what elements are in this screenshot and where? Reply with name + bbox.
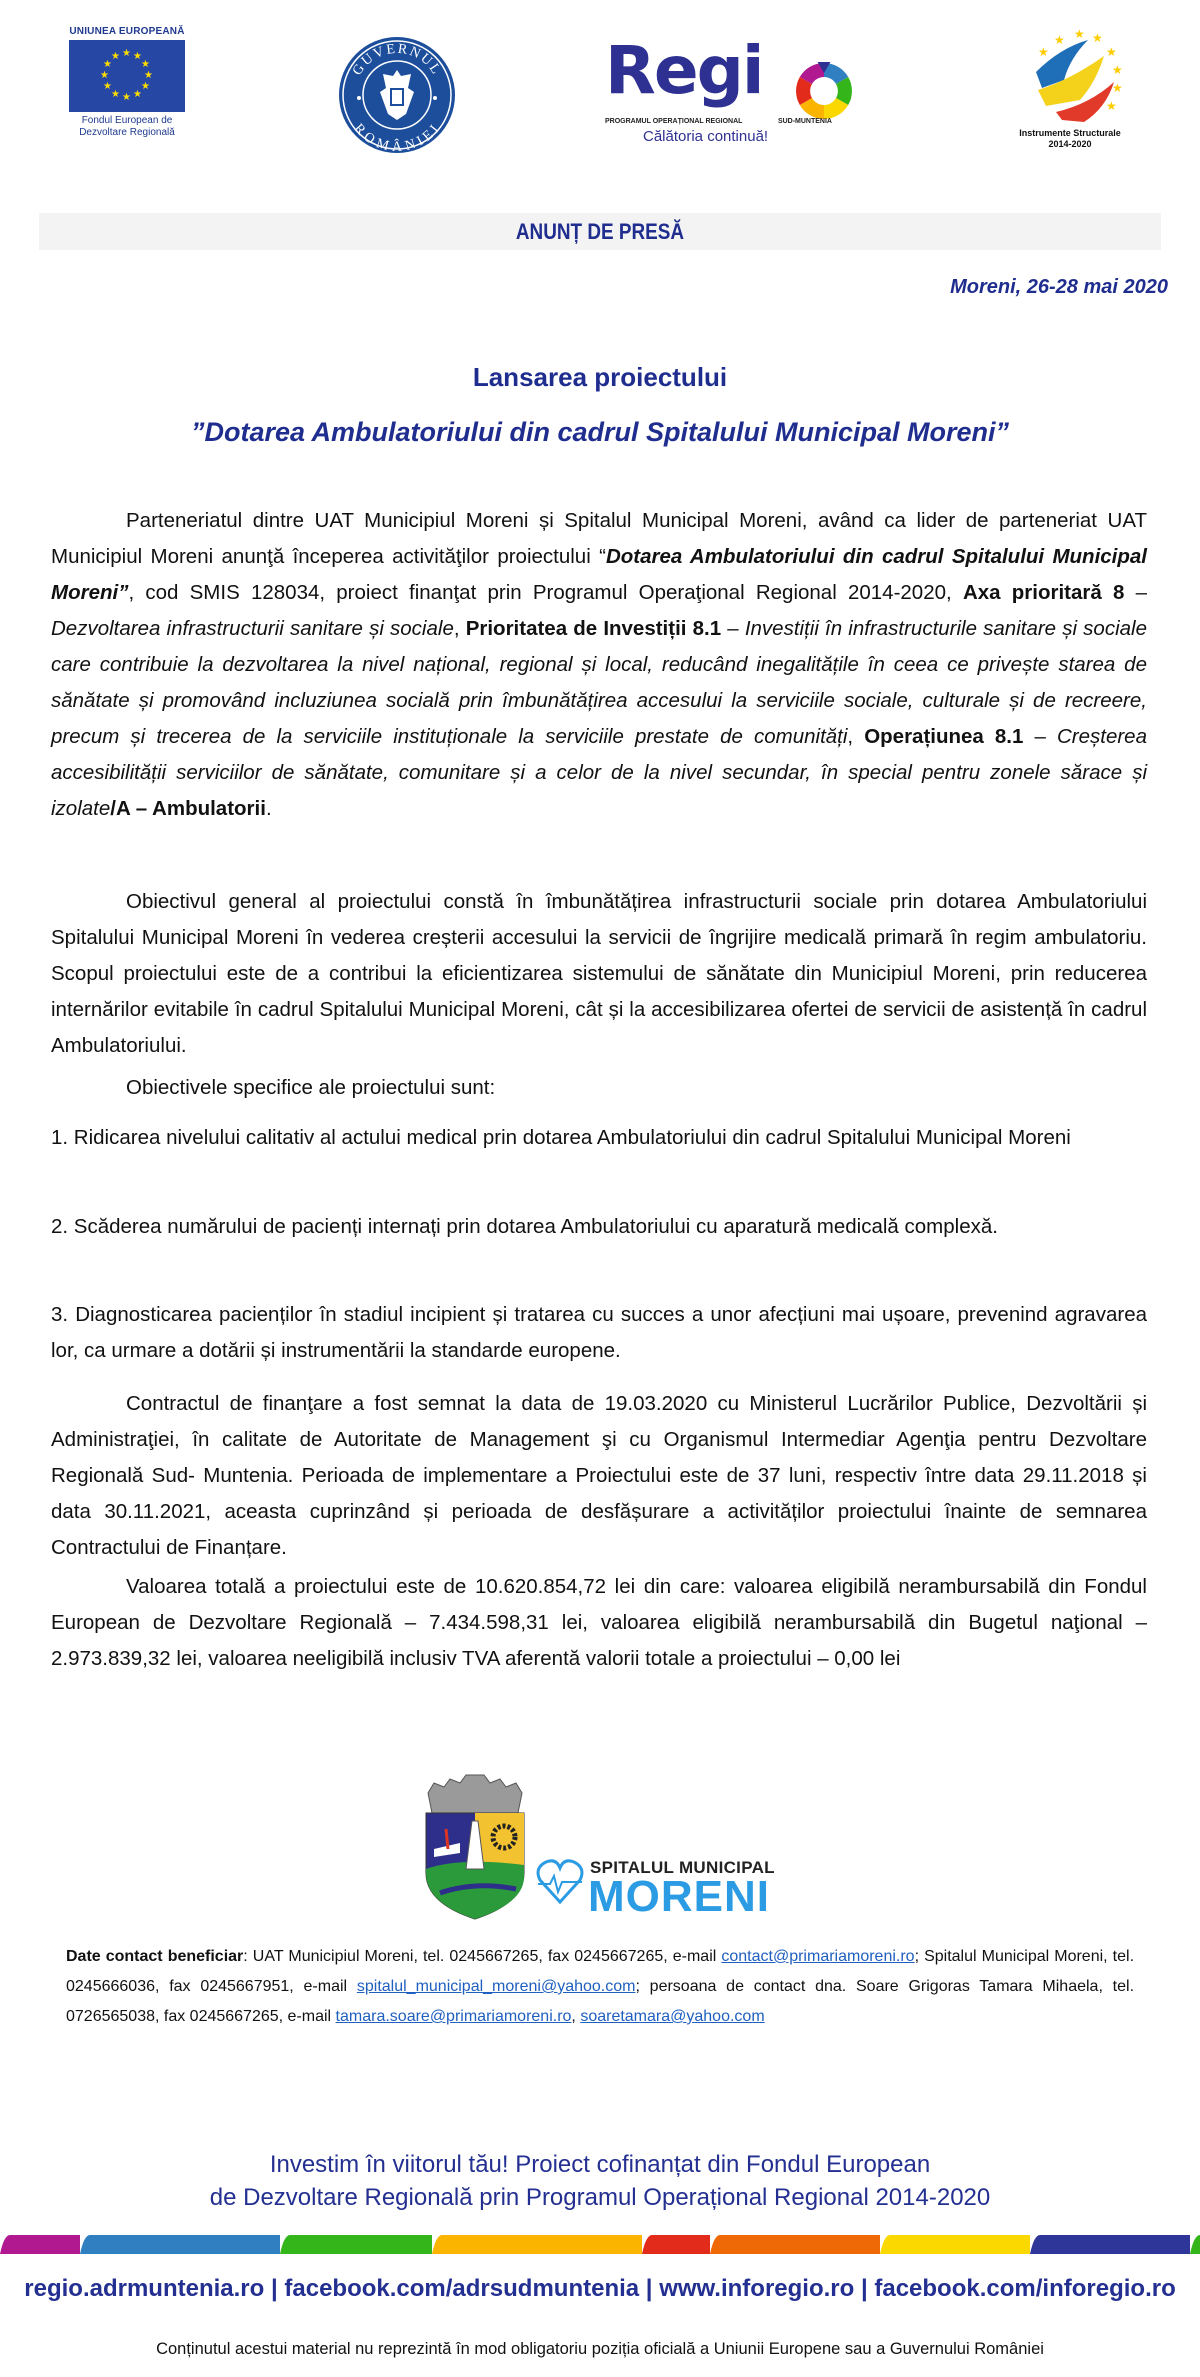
priority-axis-description: Dezvoltarea infrastructurii sanitare și sociale xyxy=(51,617,454,640)
eu-star-icon: ★ xyxy=(141,59,151,70)
eu-caption-line1: Fondul European de xyxy=(81,115,173,126)
hospital-logo-name: MORENI xyxy=(588,1872,770,1921)
stripe-segment xyxy=(0,2235,80,2254)
stripe-segment xyxy=(280,2235,432,2254)
objective-2: 2. Scăderea numărului de pacienți internați prin dotarea Ambulatoriului cu aparatură medicală complexă. xyxy=(51,1215,998,1238)
text: – xyxy=(721,617,745,640)
text: , xyxy=(847,725,865,748)
text: ; Spitalul Municipal Moreni, tel. 0245666036, fax 0245667951, e-mail xyxy=(66,1948,1135,1995)
list-item xyxy=(51,1209,1147,1245)
eu-star-icon: ★ xyxy=(111,50,120,62)
email-link-contact-person[interactable]: tamara.soare@primariamoreni.ro xyxy=(335,2008,572,2025)
svg-text:★: ★ xyxy=(1054,33,1065,47)
investment-priority-description: Investiții în infrastructurile sanitare și sociale care contribuie la dezvoltarea la nivel național, regional și local, reducând inegalitățile în ceea ce privește starea de sănătate și promovând incluziunea socială prin îmbunătățirea accesului la serviciile sociale, culturale și de recreere, precum și trecerea de la serviciile instituționale la serviciile prestate de comunități xyxy=(51,617,1147,748)
regio-program-right: SUD-MUNTENIA xyxy=(777,118,832,125)
text: Parteneriatul dintre UAT Municipiul Moreni și Spitalul Municipal Moreni, având ca lider de parteneriat UAT Municipiul Moreni anunţă începerea activităţilor proiectului “ xyxy=(51,509,1147,568)
regio-wordmark: Regi xyxy=(605,32,763,109)
svg-text:★: ★ xyxy=(1112,63,1123,77)
paragraph-intro xyxy=(51,503,1147,827)
regio-tagline: Călătoria continuă! xyxy=(643,128,769,145)
eu-star-icon: ★ xyxy=(111,89,120,101)
government-text-bottom: ROMÂNIEI xyxy=(350,121,444,154)
link-regio-adrmuntenia[interactable]: regio.adrmuntenia.ro xyxy=(24,2275,265,2302)
footer-slogan xyxy=(0,2148,1200,2214)
text: , cod SMIS 128034, proiect finanţat prin Programul Operaţional Regional 2014-2020, xyxy=(128,581,963,604)
stripe-segment xyxy=(80,2235,280,2254)
text: – xyxy=(1023,725,1057,748)
stripe-segment xyxy=(1030,2235,1190,2254)
paragraph-specific-objectives-intro xyxy=(51,1070,1147,1106)
eu-star-icon: ★ xyxy=(100,70,109,81)
structural-instruments-logo xyxy=(1000,28,1140,148)
eu-star-icon: ★ xyxy=(102,81,112,92)
link-facebook-inforegio[interactable]: facebook.com/inforegio.ro xyxy=(874,2275,1176,2302)
text: , xyxy=(453,617,466,640)
press-release-title: ANUNȚ DE PRESĂ xyxy=(515,219,685,244)
email-link-primarie[interactable]: contact@primariamoreni.ro xyxy=(721,1948,915,1965)
separator: | xyxy=(854,2275,875,2302)
svg-text:★: ★ xyxy=(1106,99,1117,113)
color-stripe xyxy=(0,2235,1200,2254)
regio-color-ring-icon xyxy=(795,62,853,120)
moreni-coat-of-arms-icon xyxy=(420,1773,530,1921)
svg-text:★: ★ xyxy=(1112,81,1123,95)
eu-star-icon: ★ xyxy=(133,89,142,101)
eu-star-icon: ★ xyxy=(102,59,112,70)
investment-priority: Prioritatea de Investiții 8.1 xyxy=(465,617,722,640)
project-name: Dotarea Ambulatoriului din cadrul Spitalului Municipal Moreni” xyxy=(51,545,1147,604)
objective-1: 1. Ridicarea nivelului calitativ al actului medical prin dotarea Ambulatoriului din cadrul Spitalului Municipal Moreni xyxy=(51,1126,1071,1149)
eu-logo xyxy=(66,26,188,139)
text: ; persoana de contact dna. Soare Grigoras Tamara Mihaela, tel. 0726565038, fax 0245667265, e-mail xyxy=(66,1978,1135,2025)
dateline: Moreni, 26-28 mai 2020 xyxy=(950,276,1168,298)
stripe-segment xyxy=(710,2235,880,2254)
text: : UAT Municipiul Moreni, tel. 0245667265, fax 0245667265, e-mail xyxy=(243,1948,722,1965)
heart-pulse-icon xyxy=(534,1856,586,1908)
headline: Lansarea proiectului xyxy=(472,362,728,392)
contract-text: Contractul de finanţare a fost semnat la data de 19.03.2020 cu Ministerul Lucrărilor Publice, Dezvoltării și Administraţiei, în calitate de Autoritate de Management şi cu Organismul Intermediar Agenţia pentru Dezvoltare Regională Sud- Muntenia. Perioada de implementare a Proiectului este de 37 luni, respectiv între data 29.11.2018 și data 30.11.2021, aceasta cuprinzând și perioada de desfășurare a activităților proiectului înainte de semnarea Contractului de Finanțare. xyxy=(51,1392,1147,1559)
svg-text:★: ★ xyxy=(1074,28,1085,41)
operation-description: Creșterea accesibilității serviciilor de sănătate, comunitare și a celor de la nivel secundar, în special pentru zonele sărace și izolate xyxy=(51,725,1147,820)
paragraph-value xyxy=(51,1569,1147,1677)
operation: Operațiunea 8.1 xyxy=(864,725,1024,748)
objective-3: 3. Diagnosticarea pacienților în stadiul incipient și tratarea cu succes a unor afecțiuni mai ușoare, prevenind agravarea lor, ca urmare a dotării și instrumentării la standarde europene. xyxy=(51,1303,1147,1362)
structural-instruments-icon xyxy=(1000,28,1140,128)
email-link-contact-person-alt[interactable]: soaretamara@yahoo.com xyxy=(580,2008,765,2025)
project-value-text: Valoarea totală a proiectului este de 10.620.854,72 lei din care: valoarea eligibilă nerambursabilă din Fondul European de Dezvoltare Regională – 7.434.598,31 lei, valoarea eligibilă nerambursabilă din Bugetul naţional – 2.973.839,32 lei, valoarea neeligibilă inclusiv TVA aferentă valorii totale a proiectului – 0,00 lei xyxy=(51,1575,1147,1670)
stripe-segment xyxy=(642,2235,710,2254)
eu-star-icon: ★ xyxy=(122,92,131,103)
specific-objectives-heading: Obiectivele specifice ale proiectului sunt: xyxy=(126,1076,496,1099)
email-link-hospital[interactable]: spitalul_municipal_moreni@yahoo.com xyxy=(356,1978,636,1995)
eu-caption-top: UNIUNEA EUROPEANĂ xyxy=(69,26,185,37)
list-item xyxy=(51,1120,1147,1156)
link-facebook-adrsudmuntenia[interactable]: facebook.com/adrsudmuntenia xyxy=(284,2275,640,2302)
stripe-segment xyxy=(880,2235,1030,2254)
eu-star-icon: ★ xyxy=(122,48,131,59)
structural-instruments-line2: 2014-2020 xyxy=(1048,139,1092,149)
hospital-logo-subtitle: SPITALUL MUNICIPAL xyxy=(590,1858,775,1877)
svg-text:★: ★ xyxy=(1038,45,1049,59)
stripe-segment xyxy=(1190,2235,1200,2254)
eu-star-icon: ★ xyxy=(133,50,142,62)
operation-category: /A – Ambulatorii xyxy=(110,797,266,820)
text: . xyxy=(265,797,272,820)
footer-links xyxy=(0,2275,1200,2303)
separator: | xyxy=(639,2275,660,2302)
government-seal-icon xyxy=(338,36,456,154)
government-text-top: GUVERNUL xyxy=(349,41,445,79)
regio-logo xyxy=(605,32,850,148)
separator: | xyxy=(264,2275,285,2302)
eu-star-icon: ★ xyxy=(144,70,153,81)
general-objective-text: Obiectivul general al proiectului constă în îmbunătățirea infrastructurii sociale prin dotarea Ambulatoriului Spitalului Municipal Moreni în vederea creșterii accesului la servicii de îngrijire medicală primară în regim ambulatoriu. Scopul proiectului este de a contribui la eficientizarea sistemului de sănătate din Municipiul Moreni, prin reducerea internărilor evitabile în cadrul Spitalului Municipal Moreni, cât și la accesibilizarea ofertei de servicii de asistență în cadrul Ambulatoriului. xyxy=(51,890,1147,1057)
eu-caption-line2: Dezvoltare Regională xyxy=(79,127,175,138)
romanian-government-logo xyxy=(338,36,456,154)
contact-details xyxy=(66,1942,1134,2032)
paragraph-general-objective xyxy=(51,884,1147,1064)
structural-instruments-line1: Instrumente Structurale xyxy=(1019,128,1121,138)
disclaimer: Conținutul acestui material nu reprezintă în mod obligatoriu poziția oficială a Uniunii Europene sau a Guvernului României xyxy=(156,2340,1044,2358)
svg-text:★: ★ xyxy=(1106,45,1117,59)
project-title: ”Dotarea Ambulatoriului din cadrul Spitalului Municipal Moreni” xyxy=(190,417,1010,447)
slogan-line-1: Investim în viitorul tău! Proiect cofinanțat din Fondul European xyxy=(269,2151,931,2178)
list-item xyxy=(51,1297,1147,1369)
paragraph-contract xyxy=(51,1386,1147,1566)
text: – xyxy=(1124,581,1147,604)
regio-program-left: PROGRAMUL OPERAȚIONAL REGIONAL xyxy=(605,118,743,125)
contact-label: Date contact beneficiar xyxy=(66,1948,244,1965)
slogan-line-2: de Dezvoltare Regională prin Programul Operațional Regional 2014-2020 xyxy=(209,2184,991,2211)
priority-axis: Axa prioritară 8 xyxy=(962,581,1125,604)
svg-text:★: ★ xyxy=(1092,31,1103,45)
eu-star-icon: ★ xyxy=(141,81,151,92)
link-inforegio[interactable]: www.inforegio.ro xyxy=(659,2275,855,2302)
stripe-segment xyxy=(432,2235,642,2254)
text: , xyxy=(571,2008,581,2025)
eu-flag-icon xyxy=(69,40,185,112)
